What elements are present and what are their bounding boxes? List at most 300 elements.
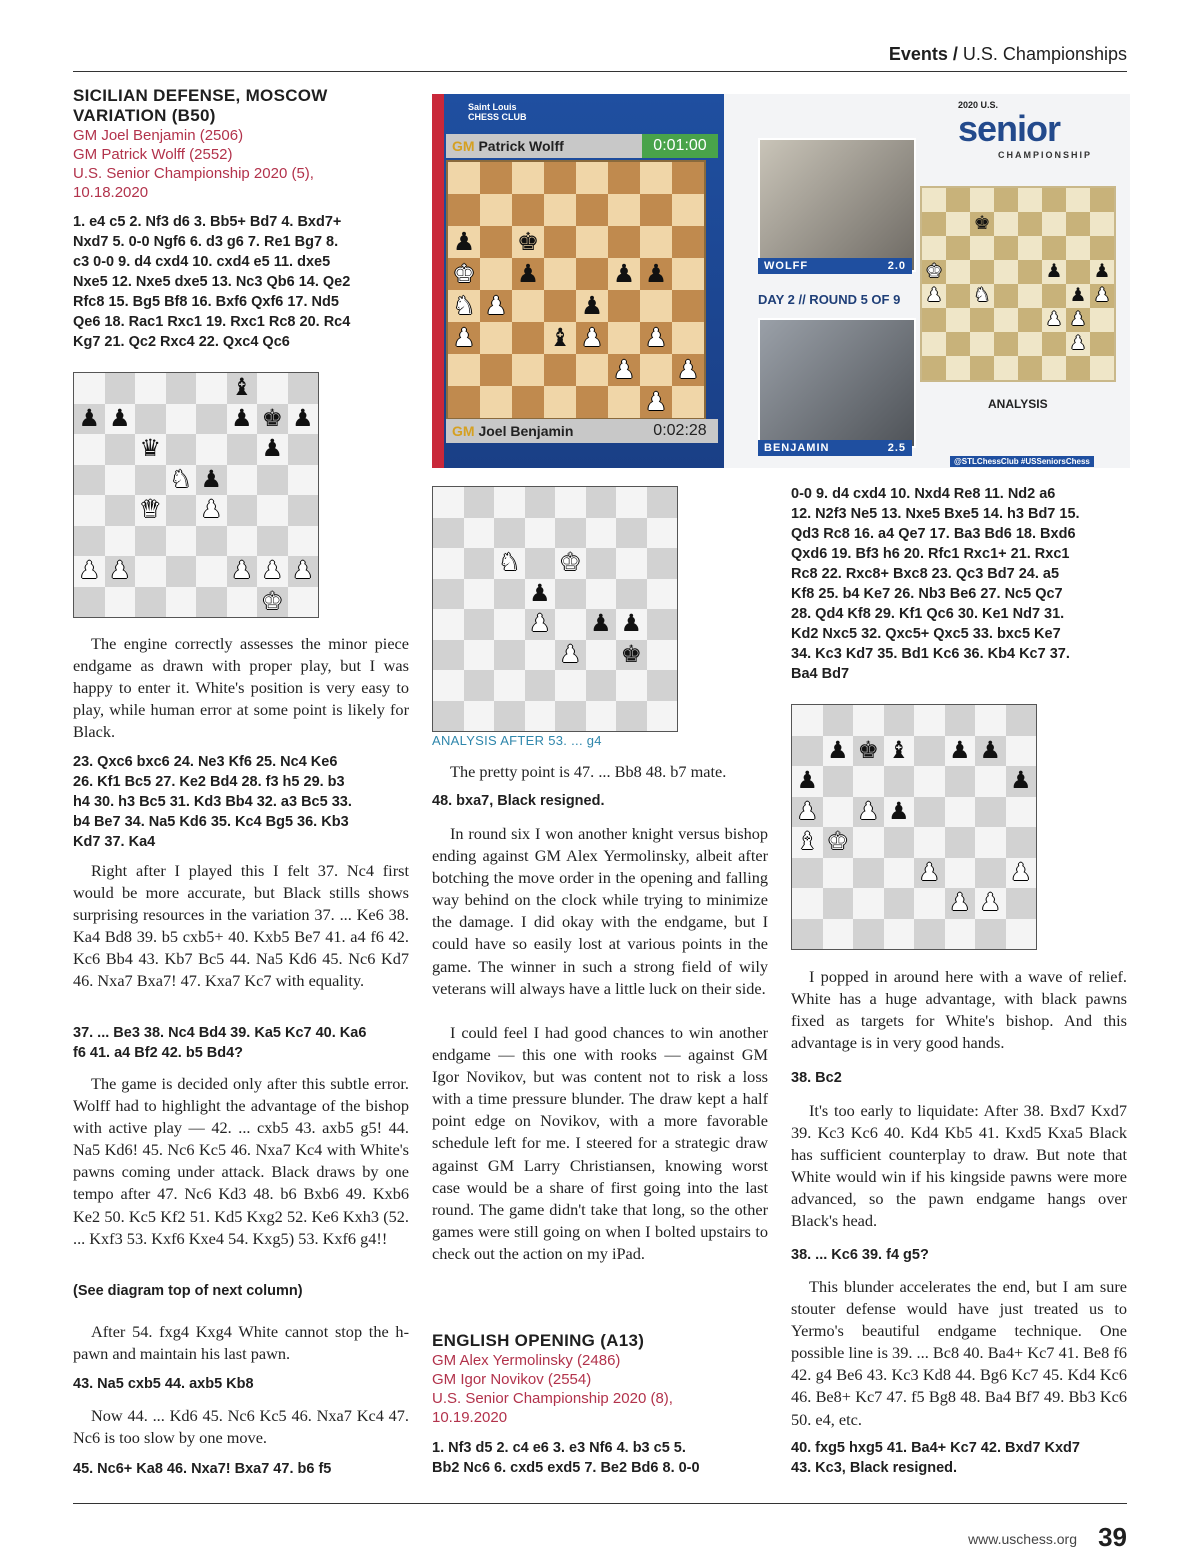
board-square bbox=[1006, 919, 1037, 950]
black-pawn-icon: ♟ bbox=[452, 226, 476, 256]
board-square bbox=[647, 487, 678, 518]
board-square bbox=[525, 487, 556, 518]
board-square bbox=[135, 526, 166, 557]
webcam-wolff bbox=[758, 138, 916, 272]
white-knight-icon: ♞ bbox=[973, 284, 991, 306]
white-pawn-icon: ♟ bbox=[292, 556, 314, 585]
move-line: 28. Qd4 Kf8 29. Kf1 Qc6 30. Ke1 Nd7 31. bbox=[791, 606, 1065, 622]
board-square bbox=[994, 188, 1018, 212]
board-square bbox=[792, 919, 823, 950]
board-square bbox=[1006, 827, 1037, 858]
move-line: c3 0-0 9. d4 cxd4 10. cxd4 e5 11. dxe5 bbox=[73, 254, 331, 270]
black-pawn-icon: ♟ bbox=[1093, 260, 1111, 282]
board-square bbox=[433, 487, 464, 518]
black-pawn-icon: ♟ bbox=[261, 434, 283, 463]
board-square bbox=[975, 797, 1006, 828]
black-pawn-icon: ♟ bbox=[78, 403, 100, 432]
event-big: senior bbox=[958, 108, 1061, 149]
board-square bbox=[922, 308, 946, 332]
game2-date: 10.19.2020 bbox=[432, 1409, 508, 1426]
game1-moves-5 bbox=[73, 1459, 409, 1479]
running-header bbox=[889, 44, 1127, 65]
board-square bbox=[1006, 888, 1037, 919]
move-line: 26. Kf1 Bc5 27. Ke2 Bd4 28. f3 h5 29. b3 bbox=[73, 774, 345, 790]
board-square bbox=[196, 434, 227, 465]
white-pawn-icon: ♟ bbox=[676, 354, 700, 384]
col2-para1: The pretty point is 47. ... Bb8 48. b7 mate. bbox=[450, 762, 727, 781]
footer-url: www.uschess.org bbox=[968, 1531, 1077, 1547]
board-square bbox=[196, 556, 227, 587]
game1-white: GM Joel Benjamin (2506) bbox=[73, 127, 244, 144]
board-square bbox=[433, 701, 464, 732]
board-square bbox=[227, 526, 258, 557]
move-line: 12. N2f3 Ne5 13. Nxe5 Bxe5 14. h3 Bd7 15. bbox=[791, 506, 1080, 522]
col2-moves-1 bbox=[432, 791, 768, 811]
board-square bbox=[512, 386, 544, 418]
board-square bbox=[1006, 797, 1037, 828]
webcam-wolff-label bbox=[758, 258, 912, 274]
board-square bbox=[792, 858, 823, 889]
black-king-icon: ♚ bbox=[620, 639, 642, 668]
white-pawn-icon: ♟ bbox=[796, 796, 818, 825]
cam1-label: WOLFF bbox=[764, 260, 809, 272]
board-square bbox=[544, 194, 576, 226]
white-knight-icon: ♞ bbox=[170, 464, 192, 493]
board-square bbox=[853, 705, 884, 736]
board-square bbox=[1066, 212, 1090, 236]
col3-para3: This blunder accelerates the end, but I am sure stouter defense would have just treated us to Yermo's beautiful endgame technique. One possible line is 39. ... Bc8 40. Ba4+ Kc7 41. Be8 f6 42. g4 Be6 43. Kc3 Kd8 44. Bg6 Kc7 45. Kd4 Kc6 46. Be8+ Kc7 47. f5 Bg8 48. Ba4 Bf7 49. Bb3 Kc6 50. e4, etc. bbox=[791, 1277, 1127, 1429]
page-number: 39 bbox=[1098, 1522, 1127, 1552]
board-square bbox=[196, 526, 227, 557]
board-square bbox=[914, 736, 945, 767]
white-pawn-icon: ♟ bbox=[1045, 308, 1063, 330]
board-square bbox=[576, 258, 608, 290]
game2-title: ENGLISH OPENING (A13) bbox=[432, 1331, 645, 1350]
game2-white: GM Alex Yermolinsky (2486) bbox=[432, 1352, 621, 1369]
move-line: h4 30. h3 Bc5 31. Kd3 Bb4 32. a3 Bc5 33. bbox=[73, 794, 352, 810]
board-square bbox=[433, 548, 464, 579]
black-pawn-icon: ♟ bbox=[796, 766, 818, 795]
board-square bbox=[853, 858, 884, 889]
board-square bbox=[884, 919, 915, 950]
board-square bbox=[994, 236, 1018, 260]
analysis-label: ANALYSIS bbox=[988, 397, 1048, 411]
diagram2-caption: ANALYSIS AFTER 53. ... g4 bbox=[432, 733, 602, 748]
board-square bbox=[946, 212, 970, 236]
board-square bbox=[288, 465, 319, 496]
board-square bbox=[586, 640, 617, 671]
move-line: 37. ... Be3 38. Nc4 Bd4 39. Ka5 Kc7 40. Ka6 bbox=[73, 1025, 367, 1041]
board-square bbox=[975, 766, 1006, 797]
board-square bbox=[672, 258, 704, 290]
board-square bbox=[672, 386, 704, 418]
board-square bbox=[166, 404, 197, 435]
board-square bbox=[512, 322, 544, 354]
board-square bbox=[135, 465, 166, 496]
board-square bbox=[433, 640, 464, 671]
webcam-benjamin bbox=[758, 318, 916, 448]
cam1-score: 2.0 bbox=[887, 260, 906, 272]
cam2-score: 2.5 bbox=[887, 442, 906, 454]
board-square bbox=[288, 373, 319, 404]
board-square bbox=[74, 587, 105, 618]
move-line: 38. Bc2 bbox=[791, 1070, 842, 1086]
board-square bbox=[616, 579, 647, 610]
board-square bbox=[227, 465, 258, 496]
board-square bbox=[608, 290, 640, 322]
board-square bbox=[576, 354, 608, 386]
board-square bbox=[994, 356, 1018, 380]
board-square bbox=[1006, 705, 1037, 736]
board-square bbox=[672, 290, 704, 322]
top-player-clock: 0:01:00 bbox=[642, 134, 718, 158]
board-square bbox=[1006, 736, 1037, 767]
board-square bbox=[914, 919, 945, 950]
game2-header bbox=[432, 1331, 768, 1427]
board-square bbox=[494, 640, 525, 671]
board-square bbox=[945, 919, 976, 950]
board-square bbox=[1090, 356, 1114, 380]
board-square bbox=[608, 162, 640, 194]
board-square bbox=[922, 188, 946, 212]
board-square bbox=[884, 705, 915, 736]
board-square bbox=[970, 236, 994, 260]
board-square bbox=[640, 226, 672, 258]
board-square bbox=[196, 587, 227, 618]
board-square bbox=[1018, 356, 1042, 380]
board-square bbox=[640, 162, 672, 194]
game1-moves-2 bbox=[73, 752, 409, 852]
board-square bbox=[227, 587, 258, 618]
move-line: Qxd6 19. Bf3 h6 20. Rfc1 Rxc1+ 21. Rxc1 bbox=[791, 546, 1070, 562]
move-line: 45. Nc6+ Ka8 46. Nxa7! Bxa7 47. b6 f5 bbox=[73, 1461, 332, 1477]
black-pawn-icon: ♟ bbox=[620, 609, 642, 638]
event-small: 2020 U.S. bbox=[958, 100, 999, 110]
white-pawn-icon: ♟ bbox=[529, 609, 551, 638]
board-square bbox=[288, 526, 319, 557]
move-line: Nxd7 5. 0-0 Ngf6 6. d3 g6 7. Re1 Bg7 8. bbox=[73, 234, 339, 250]
board-square bbox=[970, 308, 994, 332]
header-section: Events bbox=[888, 44, 948, 64]
board-square bbox=[586, 487, 617, 518]
move-line: Qe6 18. Rac1 Rxc1 19. Rxc1 Rc8 20. Rc4 bbox=[73, 314, 351, 330]
board-square bbox=[823, 705, 854, 736]
board-square bbox=[1018, 332, 1042, 356]
board-square bbox=[792, 888, 823, 919]
board-square bbox=[1066, 236, 1090, 260]
game1-para2: Right after I played this I felt 37. Nc4 first would be more accurate, but Black stills shows surprising resources in the variation 37. ... Ke6 38. Ka4 Bd8 39. b5 cxb5+ 40. Kxb5 Be7 41. a4 f6 42. Kc6 Bb4 43. Kb7 Bc5 44. Na5 Kd6 45. Nc6 Kd7 46. Nxa7 Bxa7! 47. Kxa7 Kc7 with equality. bbox=[73, 861, 409, 991]
board-square bbox=[1018, 284, 1042, 308]
white-pawn-icon: ♟ bbox=[612, 354, 636, 384]
board-square bbox=[994, 212, 1018, 236]
col2-para2: In round six I won another knight versus bishop ending against GM Alex Yermolinsky, albeit after botching the move order in the opening and falling way behind on the clock while trying to minimize the damage. I did okay with the endgame, but I could have so easily lost at various points in the game. The winner in such a strong field of wily veterans will always have a little luck on their side. bbox=[432, 824, 768, 998]
black-pawn-icon: ♟ bbox=[888, 796, 910, 825]
move-line: 38. ... Kc6 39. f4 g5? bbox=[791, 1247, 929, 1263]
black-pawn-icon: ♟ bbox=[580, 290, 604, 320]
board-square bbox=[480, 258, 512, 290]
game2-black: GM Igor Novikov (2554) bbox=[432, 1371, 592, 1388]
board-square bbox=[196, 404, 227, 435]
bottom-player-plate bbox=[446, 419, 718, 443]
board-square bbox=[823, 888, 854, 919]
board-square bbox=[105, 373, 136, 404]
black-king-icon: ♚ bbox=[261, 403, 283, 432]
move-line: 48. bxa7, Black resigned. bbox=[432, 793, 605, 809]
black-pawn-icon: ♟ bbox=[1010, 766, 1032, 795]
board-square bbox=[480, 226, 512, 258]
board-square bbox=[555, 579, 586, 610]
board-square bbox=[1042, 236, 1066, 260]
board-square bbox=[616, 518, 647, 549]
board-square bbox=[512, 354, 544, 386]
board-square bbox=[946, 260, 970, 284]
white-pawn-icon: ♟ bbox=[200, 495, 222, 524]
black-king-icon: ♚ bbox=[973, 212, 991, 234]
game1-event: U.S. Senior Championship 2020 (5), bbox=[73, 165, 314, 182]
board-square bbox=[464, 640, 495, 671]
board-square bbox=[480, 162, 512, 194]
board-square bbox=[975, 827, 1006, 858]
board-square bbox=[525, 670, 556, 701]
board-square bbox=[970, 332, 994, 356]
board-square bbox=[608, 194, 640, 226]
board-square bbox=[448, 386, 480, 418]
board-square bbox=[914, 705, 945, 736]
board-square bbox=[946, 332, 970, 356]
board-square bbox=[853, 827, 884, 858]
board-square bbox=[914, 766, 945, 797]
move-line: 34. Kc3 Kd7 35. Bd1 Kc6 36. Kb4 Kc7 37. bbox=[791, 646, 1070, 662]
board-square bbox=[576, 226, 608, 258]
board-square bbox=[946, 236, 970, 260]
board-square bbox=[288, 587, 319, 618]
board-square bbox=[555, 487, 586, 518]
board-square bbox=[494, 670, 525, 701]
game1-title-line1: SICILIAN DEFENSE, MOSCOW bbox=[73, 86, 328, 105]
move-line: Kd7 37. Ka4 bbox=[73, 834, 156, 850]
board-square bbox=[544, 162, 576, 194]
board-square bbox=[608, 226, 640, 258]
move-line: Bb2 Nc6 6. cxd5 exd5 7. Be2 Bd6 8. 0-0 bbox=[432, 1460, 700, 1476]
board-square bbox=[1018, 260, 1042, 284]
col3-para1: I popped in around here with a wave of relief. White has a huge advantage, with black pawns fixed as targets for White's bishop. And this advantage is in very good hands. bbox=[791, 967, 1127, 1053]
board-square bbox=[672, 194, 704, 226]
board-square bbox=[946, 188, 970, 212]
event-sub: CHAMPIONSHIP bbox=[998, 150, 1093, 160]
board-square bbox=[1018, 212, 1042, 236]
white-king-icon: ♚ bbox=[827, 827, 849, 856]
header-subsection: U.S. Championships bbox=[962, 44, 1127, 64]
white-pawn-icon: ♟ bbox=[1069, 308, 1087, 330]
broadcast-screenshot bbox=[432, 94, 1130, 468]
board-square bbox=[994, 332, 1018, 356]
board-square bbox=[1042, 356, 1066, 380]
board-square bbox=[914, 888, 945, 919]
white-king-icon: ♚ bbox=[559, 548, 581, 577]
game1-header bbox=[73, 86, 409, 202]
board-square bbox=[586, 670, 617, 701]
col3-moves-4 bbox=[791, 1438, 1127, 1478]
board-square bbox=[586, 518, 617, 549]
col2-para3: I could feel I had good chances to win another endgame — this one with rooks — against GM Igor Novikov, but was content not to risk a loss with a time pressure blunder. The draw kept a half point edge on Novikov, with a more favorable schedule left for me. I steered for a strategic draw against GM Larry Christiansen, knowing worst case would be a share of first going into the last round. The game didn't take that long, so the other games were still going on when I bolted upstairs to check out the action on my iPad. bbox=[432, 1023, 768, 1263]
board-square bbox=[946, 308, 970, 332]
broadcast-main-board bbox=[446, 160, 706, 420]
board-square bbox=[1018, 188, 1042, 212]
board-square bbox=[1090, 188, 1114, 212]
board-square bbox=[922, 236, 946, 260]
move-line: Kd2 Nxc5 32. Qxc5+ Qxc5 33. bxc5 Ke7 bbox=[791, 626, 1061, 642]
white-pawn-icon: ♟ bbox=[925, 284, 943, 306]
white-king-icon: ♚ bbox=[452, 258, 476, 288]
board-square bbox=[464, 701, 495, 732]
game1-title-line2: VARIATION (B50) bbox=[73, 106, 216, 125]
club-logo: Saint Louis CHESS CLUB bbox=[468, 102, 527, 122]
board-square bbox=[975, 705, 1006, 736]
board-square bbox=[647, 548, 678, 579]
board-square bbox=[946, 356, 970, 380]
board-square bbox=[1090, 308, 1114, 332]
white-pawn-icon: ♟ bbox=[78, 556, 100, 585]
black-bishop-icon: ♝ bbox=[888, 735, 910, 764]
white-pawn-icon: ♟ bbox=[857, 796, 879, 825]
board-square bbox=[448, 194, 480, 226]
game2-event: U.S. Senior Championship 2020 (8), bbox=[432, 1390, 673, 1407]
board-square bbox=[525, 640, 556, 671]
black-pawn-icon: ♟ bbox=[231, 403, 253, 432]
broadcast-red-bar bbox=[432, 94, 444, 468]
black-bishop-icon: ♝ bbox=[548, 322, 572, 352]
board-square bbox=[257, 495, 288, 526]
board-square bbox=[970, 188, 994, 212]
top-player-plate bbox=[446, 134, 718, 158]
move-line: 1. Nf3 d5 2. c4 e6 3. e3 Nf6 4. b3 c5 5. bbox=[432, 1440, 686, 1456]
board-square bbox=[672, 162, 704, 194]
move-line: 43. Na5 cxb5 44. axb5 Kb8 bbox=[73, 1376, 254, 1392]
black-pawn-icon: ♟ bbox=[109, 403, 131, 432]
black-pawn-icon: ♟ bbox=[590, 609, 612, 638]
board-square bbox=[792, 705, 823, 736]
board-square bbox=[512, 194, 544, 226]
board-square bbox=[464, 579, 495, 610]
chess-diagram-1 bbox=[73, 372, 319, 618]
black-pawn-icon: ♟ bbox=[292, 403, 314, 432]
board-square bbox=[494, 518, 525, 549]
board-square bbox=[74, 373, 105, 404]
board-square bbox=[640, 194, 672, 226]
board-square bbox=[884, 858, 915, 889]
board-square bbox=[823, 766, 854, 797]
board-square bbox=[227, 495, 258, 526]
header-separator: / bbox=[952, 44, 958, 64]
white-knight-icon: ♞ bbox=[452, 290, 476, 320]
board-square bbox=[922, 212, 946, 236]
board-square bbox=[166, 526, 197, 557]
board-square bbox=[555, 518, 586, 549]
board-square bbox=[555, 701, 586, 732]
board-square bbox=[494, 487, 525, 518]
move-line: Rfc8 15. Bg5 Bf8 16. Bxf6 Qxf6 17. Nd5 bbox=[73, 294, 339, 310]
bottom-player-name: Joel Benjamin bbox=[478, 423, 574, 439]
board-square bbox=[1018, 236, 1042, 260]
black-pawn-icon: ♟ bbox=[516, 258, 540, 288]
board-square bbox=[994, 308, 1018, 332]
board-square bbox=[647, 518, 678, 549]
board-square bbox=[288, 495, 319, 526]
game1-para3: The game is decided only after this subtle error. Wolff had to highlight the advantage of the bishop with active play — 42. ... cxb5 43. axb5 g5! 44. Na5 Kd6! 45. Nc6 Kc5 46. Nxa7 Kc4 with White's pawns coming under attack. Black draws by one tempo after 47. Nc6 Kd3 48. b6 Bxb6 49. Kxb6 Ke2 50. Kc5 Kf2 51. Kd5 Kxg2 52. Ke6 Kxh3 (52. ... Kxf3 53. Kxf6 Kxe4 54. Kxg5) 53. Kxf6 g4!! bbox=[73, 1074, 409, 1248]
board-square bbox=[647, 640, 678, 671]
white-pawn-icon: ♟ bbox=[559, 639, 581, 668]
board-square bbox=[166, 373, 197, 404]
move-line: 23. Qxc6 bxc6 24. Ne3 Kf6 25. Nc4 Ke6 bbox=[73, 754, 338, 770]
board-square bbox=[576, 194, 608, 226]
social-handle: @STLChessClub #USSeniorsChess bbox=[950, 456, 1094, 467]
board-square bbox=[975, 919, 1006, 950]
board-square bbox=[946, 284, 970, 308]
white-king-icon: ♚ bbox=[261, 586, 283, 615]
board-square bbox=[608, 386, 640, 418]
board-square bbox=[227, 434, 258, 465]
move-line: Ba4 Bd7 bbox=[791, 666, 850, 682]
black-pawn-icon: ♟ bbox=[1069, 284, 1087, 306]
board-square bbox=[105, 526, 136, 557]
white-knight-icon: ♞ bbox=[498, 548, 520, 577]
black-queen-icon: ♛ bbox=[139, 434, 161, 463]
move-line: Kf8 25. b4 Ke7 26. Nb3 Be6 27. Nc5 Qc7 bbox=[791, 586, 1063, 602]
black-pawn-icon: ♟ bbox=[1045, 260, 1063, 282]
board-square bbox=[464, 670, 495, 701]
board-square bbox=[105, 465, 136, 496]
move-line: b4 Be7 34. Na5 Kd6 35. Kc4 Bg5 36. Kb3 bbox=[73, 814, 349, 830]
board-square bbox=[884, 827, 915, 858]
board-square bbox=[823, 919, 854, 950]
board-square bbox=[74, 465, 105, 496]
board-square bbox=[586, 579, 617, 610]
chess-diagram-2 bbox=[432, 486, 678, 732]
board-square bbox=[512, 290, 544, 322]
board-square bbox=[135, 556, 166, 587]
board-square bbox=[647, 701, 678, 732]
board-square bbox=[586, 548, 617, 579]
game1-moves-1 bbox=[73, 212, 409, 352]
board-square bbox=[464, 487, 495, 518]
board-square bbox=[994, 260, 1018, 284]
board-square bbox=[970, 260, 994, 284]
board-square bbox=[1042, 284, 1066, 308]
game1-para1: The engine correctly assesses the minor piece endgame as drawn with proper play, but I was happy to enter it. White's position is very easy to play, while human error at some point is likely for Black. bbox=[73, 634, 409, 742]
move-line: Nxe5 12. Nxe5 dxe5 13. Nc3 Qb6 14. Qe2 bbox=[73, 274, 351, 290]
bottom-player-clock: 0:02:28 bbox=[653, 422, 707, 439]
board-square bbox=[914, 797, 945, 828]
board-square bbox=[970, 356, 994, 380]
board-square bbox=[647, 579, 678, 610]
board-square bbox=[74, 434, 105, 465]
white-pawn-icon: ♟ bbox=[261, 556, 283, 585]
board-square bbox=[135, 587, 166, 618]
board-square bbox=[945, 705, 976, 736]
board-square bbox=[586, 701, 617, 732]
board-square bbox=[853, 766, 884, 797]
board-square bbox=[914, 827, 945, 858]
see-diagram-note: (See diagram top of next column) bbox=[73, 1283, 303, 1299]
board-square bbox=[647, 609, 678, 640]
white-queen-icon: ♛ bbox=[139, 495, 161, 524]
top-player-name: Patrick Wolff bbox=[478, 138, 564, 154]
board-square bbox=[257, 465, 288, 496]
board-square bbox=[555, 609, 586, 640]
game1-date: 10.18.2020 bbox=[73, 184, 149, 201]
board-square bbox=[792, 736, 823, 767]
board-square bbox=[433, 579, 464, 610]
